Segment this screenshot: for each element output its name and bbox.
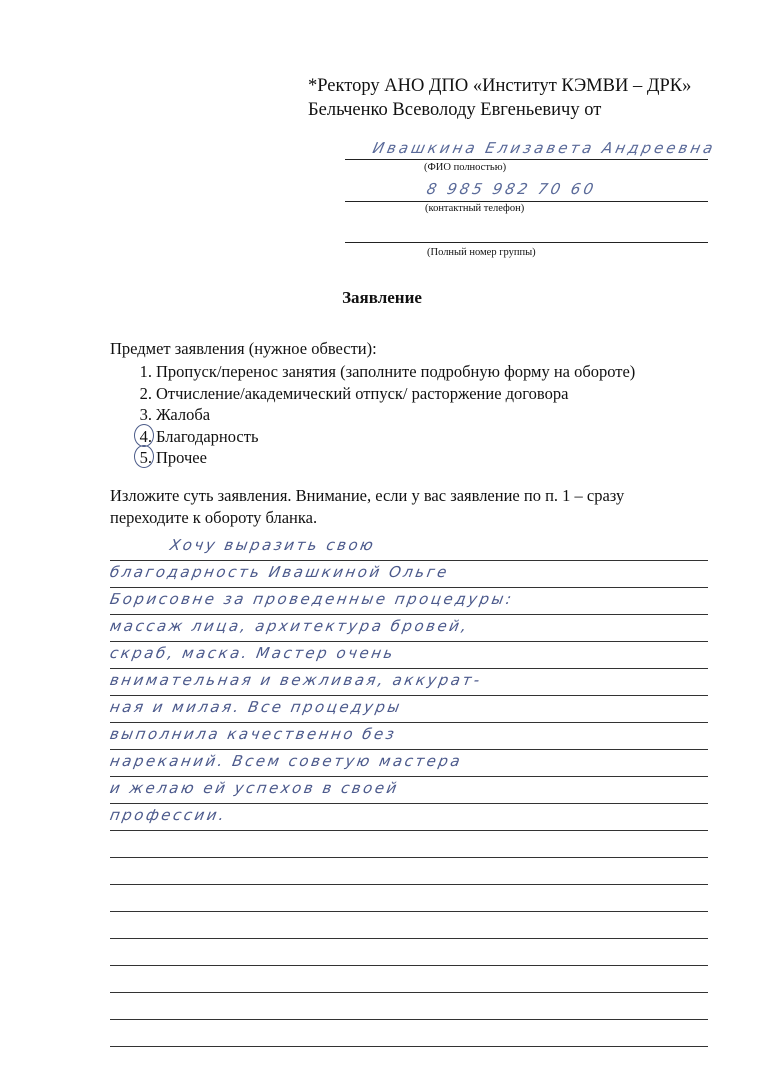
handwritten-line: и желаю ей успехов в своей: [108, 779, 401, 797]
ruled-line: [110, 938, 708, 939]
handwritten-line: скраб, маска. Мастер очень: [108, 644, 397, 662]
circle-mark-icon: 4.: [130, 426, 152, 448]
subject-option-circled: 4. Благодарность: [130, 426, 635, 448]
subject-label: Предмет заявления (нужное обвести):: [110, 339, 377, 358]
subject-options-list: [130, 361, 635, 469]
ruled-line: [110, 911, 708, 912]
handwritten-line: профессии.: [108, 806, 229, 824]
circle-mark-icon: 5.: [130, 447, 152, 469]
group-caption: (Полный номер группы): [427, 247, 536, 258]
phone-caption: (контактный телефон): [425, 203, 525, 214]
phone-underline: [345, 201, 708, 202]
subject-option: 1. Пропуск/перенос занятия (заполните подробную форму на обороте): [139, 362, 636, 381]
subject-option-circled: 5. Прочее: [130, 447, 635, 469]
handwritten-line: Борисовне за проведенные процедуры:: [108, 590, 516, 608]
ruled-line: [110, 857, 708, 858]
fio-handwritten-value: Ивашкина Елизавета Андреевна: [371, 139, 718, 157]
handwritten-line: благодарность Ивашкиной Ольге: [108, 563, 451, 581]
ruled-line: [110, 884, 708, 885]
handwritten-statement: [110, 532, 710, 829]
handwritten-line: нареканий. Всем советую мастера: [108, 752, 464, 770]
ruled-line: [110, 965, 708, 966]
addressee-block: [308, 74, 728, 122]
fio-underline: [345, 159, 708, 160]
handwritten-line: Хочу выразить свою: [168, 536, 378, 554]
instructions-text: Изложите суть заявления. Внимание, если у вас заявление по п. 1 – сразу переходите к обороту бланка.: [110, 486, 625, 527]
phone-field: [345, 178, 708, 223]
handwritten-line: ная и милая. Все процедуры: [108, 698, 404, 716]
ruled-line: [110, 1046, 708, 1047]
ruled-line: [110, 1019, 708, 1020]
group-field: [345, 225, 708, 265]
handwritten-line: выполнила качественно без: [108, 725, 398, 743]
group-underline: [345, 242, 708, 243]
addressee-line-2: Бельченко Всеволоду Евгеньевичу от: [308, 100, 602, 120]
fio-caption: (ФИО полностью): [424, 162, 507, 173]
ruled-line: [110, 992, 708, 993]
addressee-line-1: *Ректору АНО ДПО «Институт КЭМВИ – ДРК»: [308, 76, 692, 96]
subject-option: 3. Жалоба: [139, 405, 211, 424]
handwritten-line: внимательная и вежливая, аккурат-: [108, 671, 484, 689]
subject-option: 2. Отчисление/академический отпуск/ расторжение договора: [139, 383, 569, 403]
fio-field: [345, 132, 718, 182]
document-title: Заявление: [342, 288, 422, 307]
phone-handwritten-value: 8 985 982 70 60: [425, 180, 598, 198]
handwritten-line: массаж лица, архитектура бровей,: [108, 617, 471, 635]
ruled-line: [110, 830, 708, 831]
